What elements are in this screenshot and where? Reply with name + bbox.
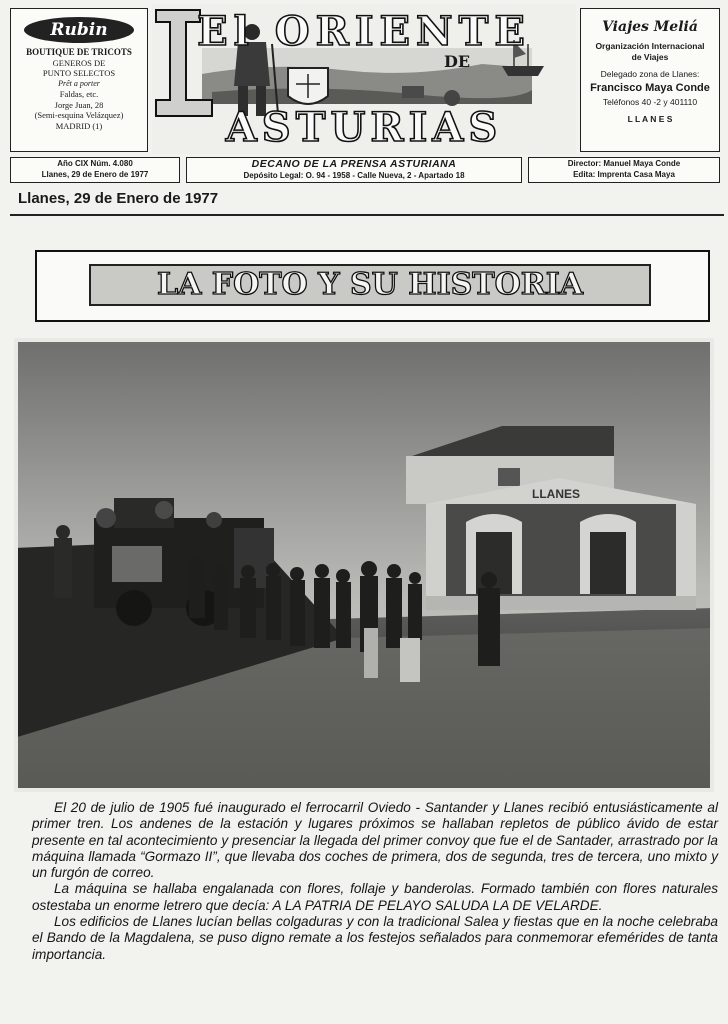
agency-town: L L A N E S — [627, 114, 673, 124]
title-line-1: El ORIENTE — [197, 8, 531, 55]
title-line-2: ASTURIAS — [225, 104, 503, 151]
agency-name: Viajes Meliá — [602, 19, 698, 35]
ad-line: MADRID (1) — [55, 120, 103, 131]
ad-line: BOUTIQUE DE TRICOTS — [26, 47, 132, 57]
advertisement-rubin — [10, 8, 148, 152]
ad-line: PUNTO SELECTOS — [42, 68, 116, 78]
delegate-name: Francisco Maya Conde — [590, 82, 710, 94]
issue-info — [10, 157, 180, 183]
agency-line: Organización Internacional — [595, 41, 705, 51]
newspaper-motto: DECANO DE LA PRENSA ASTURIANA — [251, 158, 457, 170]
ad-line: Jorge Juan, 28 — [54, 99, 104, 110]
legal-deposit: Depósito Legal: O. 94 - 1958 - Calle Nueva, 2 - Apartado 18 — [243, 171, 465, 180]
ad-line: Prêt a porter — [58, 78, 100, 88]
agency-phone: Teléfonos 40 -2 y 401110 — [602, 97, 698, 107]
advertisement-viajes-melia — [580, 8, 720, 152]
director-info — [528, 157, 720, 183]
agency-line: Delegado zona de Llanes: — [600, 69, 700, 79]
article-paragraph: El 20 de julio de 1905 fué inaugurado el ferrocarril Oviedo - Santander y Llanes recibió entusiásticamente al primer tren. Los andenes de la estación y lugares próximos se hallaban repletos de público ávido de estar presente en tal acontecimiento y presenciar la llegada del primer convoy que fue el de Santader, arrastrado por la máquina llamada “Gormazo II”, que llevaba dos coches de primera, dos de segunda, tres de tercera, uno mixto y un furgón de correo. — [32, 800, 718, 881]
article-paragraph: La máquina se hallaba engalanada con flores, follaje y banderolas. Formado también con flores naturales ostestaba un enorme letrero que decía: A LA PATRIA DE PELAYO SALUDA LA DE VELARDE. — [32, 881, 718, 913]
section-title: LA FOTO Y SU HISTORIA — [89, 264, 651, 306]
station-sign: LLANES — [532, 487, 580, 501]
article-paragraph: Los edificios de Llanes lucían bellas colgaduras y con la tradicional Salea y fiestas que en la noche celebraba el Bando de la Magdalena, se puso digno remate a los festejos señalados para conmemorar efemérides de tanta importancia. — [32, 914, 718, 962]
newspaper-title — [152, 4, 576, 154]
historic-photo — [14, 338, 714, 792]
section-banner — [35, 250, 710, 322]
motto-box — [186, 157, 522, 183]
rubin-logo: Rubin — [24, 17, 134, 43]
agency-line: de Viajes — [631, 52, 669, 62]
station-photo-illustration — [14, 338, 714, 792]
director-line: Director: Manuel Maya Conde — [567, 159, 681, 168]
dateline: Llanes, 29 de Enero de 1977 — [18, 190, 219, 207]
ad-line: Faldas, etc. — [59, 89, 99, 99]
divider — [10, 214, 724, 216]
ad-line: (Semi-esquina Velázquez) — [34, 110, 124, 120]
ad-line: GENEROS DE — [52, 57, 106, 68]
issue-date: Llanes, 29 de Enero de 1977 — [41, 170, 149, 179]
issue-number: Año CIX Núm. 4.080 — [57, 159, 133, 168]
title-connector: DE — [444, 52, 471, 71]
publisher-line: Edita: Imprenta Casa Maya — [573, 170, 675, 179]
article-body — [32, 800, 718, 963]
